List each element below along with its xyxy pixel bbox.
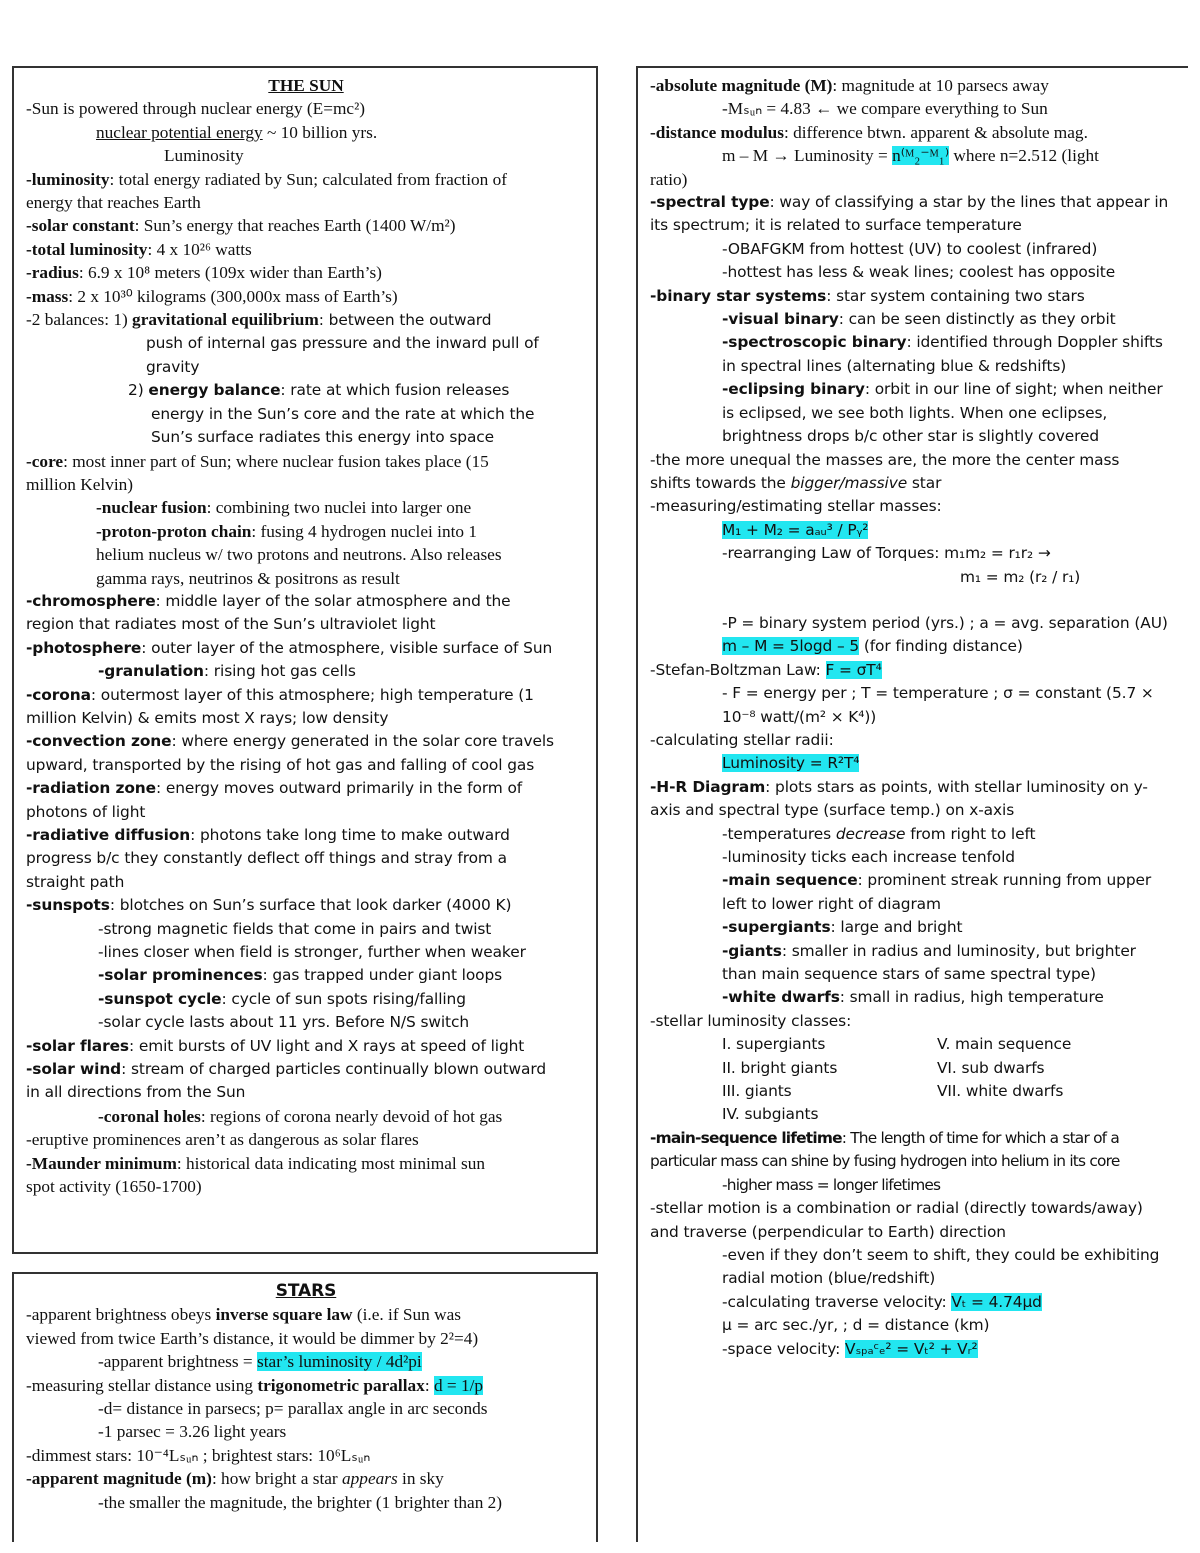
note-line: push of internal gas pressure and the inward pull of [146,334,539,353]
note-line: in spectral lines (alternating blue & redshifts) [722,356,1067,375]
note-line: nuclear potential energy ~ 10 billion yrs. [96,122,378,142]
formula-highlight: m – M = 5logd – 5 [722,637,860,656]
note-line: -measuring/estimating stellar masses: [650,497,942,516]
class-row: IV. subgiants [722,1105,819,1124]
note-line: -binary star systems: star system containing two stars [650,286,1085,305]
note-line: viewed from twice Earth’s distance, it would be dimmer by 2²=4) [26,1328,479,1348]
note-line: -supergiants: large and bright [722,918,963,937]
note-line: -Mₛᵤₙ = 4.83 ← we compare everything to Sun [722,99,1048,119]
note-line: million Kelvin) & emits most X rays; low density [26,708,389,727]
note-line: progress b/c they constantly deflect off things and stray from a [26,849,507,868]
note-line: million Kelvin) [26,474,134,494]
formula-highlight: n⁽ᴹ₂⁻ᴹ₁⁾ [892,146,950,166]
note-line: axis and spectral type (surface temp.) on x-axis [650,801,1015,820]
sun-section [12,66,598,1254]
note-line: -OBAFGKM from hottest (UV) to coolest (infrared) [722,239,1098,258]
note-line: -granulation: rising hot gas cells [98,662,356,681]
note-line: -radiative diffusion: photons take long time to make outward [26,826,510,844]
note-line: -radius: 6.9 x 10⁸ meters (109x wider than Earth’s) [26,263,382,283]
note-line: brightness drops b/c other star is slightly covered [722,427,1100,446]
note-line: -P = binary system period (yrs.) ; a = avg. separation (AU) [722,613,1168,632]
formula-highlight: Vₜ = 4.74μd [951,1292,1042,1311]
formula-highlight: star’s luminosity / 4d²pi [257,1352,422,1372]
note-line: -Sun is powered through nuclear energy (E=mc²) [26,99,366,119]
note-line: -the smaller the magnitude, the brighter (1 brighter than 2) [98,1492,503,1512]
note-line: -luminosity: total energy radiated by Sun; calculated from fraction of [26,169,508,189]
note-line: is eclipsed, we see both lights. When one eclipses, [722,403,1108,422]
formula-highlight: F = σT⁴ [825,660,882,679]
note-line: -2 balances: 1) gravitational equilibrium: between the outward [26,310,492,330]
note-line: -absolute magnitude (M): magnitude at 10 parsecs away [650,76,1049,95]
note-line: -H-R Diagram: plots stars as points, with stellar luminosity on y- [650,777,1148,796]
stars-section [12,1272,598,1542]
note-line: spot activity (1650-1700) [26,1177,202,1197]
note-line: radial motion (blue/redshift) [722,1269,936,1288]
note-line: -apparent magnitude (m): how bright a star appears in sky [26,1469,444,1489]
note-line: -coronal holes: regions of corona nearly devoid of hot gas [98,1106,503,1126]
formula-highlight: Luminosity = R²T⁴ [722,754,860,773]
note-line: -sunspot cycle: cycle of sun spots rising/falling [98,989,466,1008]
note-line: particular mass can shine by fusing hydrogen into helium in its core [650,1152,1120,1171]
note-line: m – M → Luminosity = n⁽ᴹ₂⁻ᴹ₁⁾ where n=2.512 (light [722,146,1099,166]
note-line: -sunspots: blotches on Sun’s surface that look darker (4000 K) [26,896,512,915]
note-line: -spectroscopic binary: identified through Doppler shifts [722,333,1163,352]
note-line: -apparent brightness obeys inverse square law (i.e. if Sun was [26,1305,462,1325]
note-line: -calculating stellar radii: [650,730,834,749]
note-line: -measuring stellar distance using trigonometric parallax: d = 1/p [26,1375,484,1395]
note-line: Sun’s surface radiates this energy into space [151,428,495,447]
note-line: -stellar luminosity classes: [650,1011,852,1030]
note-line: -even if they don’t seem to shift, they could be exhibiting [722,1245,1160,1264]
note-line: -core: most inner part of Sun; where nuclear fusion takes place (15 [26,451,489,471]
note-line: -solar flares: emit bursts of UV light and X rays at speed of light [26,1036,525,1055]
note-line: -calculating traverse velocity: Vₜ = 4.74μd [722,1292,1042,1311]
note-line: -Maunder minimum: historical data indicating most minimal sun [26,1153,486,1173]
note-line: -apparent brightness = star’s luminosity / 4d²pi [98,1352,422,1372]
note-line: helium nucleus w/ two protons and neutrons. Also releases [96,545,502,565]
note-line: -nuclear fusion: combining two nuclei into larger one [96,498,472,518]
note-line: -eruptive prominences aren’t as dangerous as solar flares [26,1130,419,1150]
note-line: μ = arc sec./yr, ; d = distance (km) [722,1316,990,1335]
note-line: energy that reaches Earth [26,193,201,213]
note-line: -visual binary: can be seen distinctly as they orbit [722,310,1116,329]
note-line: -white dwarfs: small in radius, high temperature [722,988,1104,1007]
stars-title: STARS [275,1281,337,1301]
note-line: ratio) [650,169,688,189]
note-line: shifts towards the bigger/massive star [650,473,942,492]
note-line: and traverse (perpendicular to Earth) direction [650,1222,1006,1241]
note-line: m – M = 5logd – 5 (for finding distance) [722,637,1023,656]
note-line: -Stefan-Boltzman Law: F = σT⁴ [650,660,882,679]
note-line: left to lower right of diagram [722,894,941,913]
note-line: than main sequence stars of same spectral type) [722,965,1096,984]
note-line: gamma rays, neutrinos & positrons as result [96,568,400,588]
note-line: -hottest has less & weak lines; coolest has opposite [722,263,1116,282]
note-line: m₁ = m₂ (r₂ / r₁) [960,567,1081,586]
note-line: -convection zone: where energy generated in the solar core travels [26,732,554,751]
class-row: III. giants VII. white dwarfs [722,1082,1064,1101]
note-line: -1 parsec = 3.26 light years [98,1422,287,1442]
note-line: -stellar motion is a combination or radial (directly towards/away) [650,1199,1143,1218]
note-line: upward, transported by the rising of hot gas and falling of cool gas [26,755,535,774]
note-line: -photosphere: outer layer of the atmosphere, visible surface of Sun [26,638,553,657]
formula-highlight: M₁ + M₂ = aₐᵤ³ / Pᵧ² [722,520,869,539]
note-line: -rearranging Law of Torques: m₁m₂ = r₁r₂ → [722,544,1051,563]
note-line: -lines closer when field is stronger, further when weaker [98,943,526,962]
formula-highlight: d = 1/p [433,1375,484,1395]
note-line: -radiation zone: energy moves outward primarily in the form of [26,779,523,798]
note-line: -chromosphere: middle layer of the solar atmosphere and the [26,591,511,610]
note-line: -proton-proton chain: fusing 4 hydrogen nuclei into 1 [96,521,477,541]
stellar-section [636,66,1188,1542]
note-line: - F = energy per ; T = temperature ; σ = constant (5.7 × [722,684,1154,703]
note-line: 10⁻⁸ watt/(m² × K⁴)) [722,707,877,726]
note-line: -the more unequal the masses are, the more the center mass [650,450,1120,469]
note-line: -eclipsing binary: orbit in our line of sight; when neither [722,380,1163,399]
note-line: -solar cycle lasts about 11 yrs. Before N/S switch [98,1013,469,1032]
class-row: II. bright giants VI. sub dwarfs [722,1058,1045,1077]
note-line: -dimmest stars: 10⁻⁴Lₛᵤₙ ; brightest stars: 10⁶Lₛᵤₙ [26,1445,371,1465]
note-line: -main sequence: prominent streak running from upper [722,871,1152,890]
note-line: -corona: outermost layer of this atmosphere; high temperature (1 [26,685,534,704]
note-line [650,519,1178,542]
sun-title: THE SUN [268,76,344,95]
note-line: its spectrum; it is related to surface temperature [650,216,1022,235]
note-line: -spectral type: way of classifying a star by the lines that appear in [650,193,1169,212]
note-line: region that radiates most of the Sun’s ultraviolet light [26,615,436,634]
note-line: -main-sequence lifetime: The length of time for which a star of a [650,1128,1120,1147]
note-line: -solar wind: stream of charged particles continually blown outward [26,1060,546,1079]
note-line: -total luminosity: 4 x 10²⁶ watts [26,239,252,259]
note-line: straight path [26,872,125,891]
note-line: -distance modulus: difference btwn. apparent & absolute mag. [650,122,1088,142]
note-line: -solar prominences: gas trapped under giant loops [98,966,503,985]
note-line: in all directions from the Sun [26,1083,246,1102]
note-line: -d= distance in parsecs; p= parallax angle in arc seconds [98,1399,488,1419]
note-line: Luminosity [164,146,244,166]
note-line: -higher mass = longer lifetimes [722,1175,941,1194]
note-line: -luminosity ticks each increase tenfold [722,848,1015,866]
spacer [650,589,1178,612]
note-line: -giants: smaller in radius and luminosity, but brighter [722,941,1136,960]
note-line: -solar constant: Sun’s energy that reaches Earth (1400 W/m²) [26,216,456,236]
note-line: gravity [146,357,200,376]
note-line: 2) energy balance: rate at which fusion releases [128,381,510,400]
class-row: I. supergiants V. main sequence [722,1035,1072,1054]
note-line: photons of light [26,802,146,821]
note-line [650,752,1178,775]
note-line: -temperatures decrease from right to left [722,824,1036,843]
note-line: -strong magnetic fields that come in pairs and twist [98,919,492,938]
note-line: energy in the Sun’s core and the rate at which the [151,404,535,423]
note-line: -space velocity: Vₛₚₐᶜₑ² = Vₜ² + Vᵣ² [722,1339,978,1358]
formula-highlight: Vₛₚₐᶜₑ² = Vₜ² + Vᵣ² [845,1339,978,1358]
note-line: -mass: 2 x 10³⁰ kilograms (300,000x mass of Earth’s) [26,286,398,306]
